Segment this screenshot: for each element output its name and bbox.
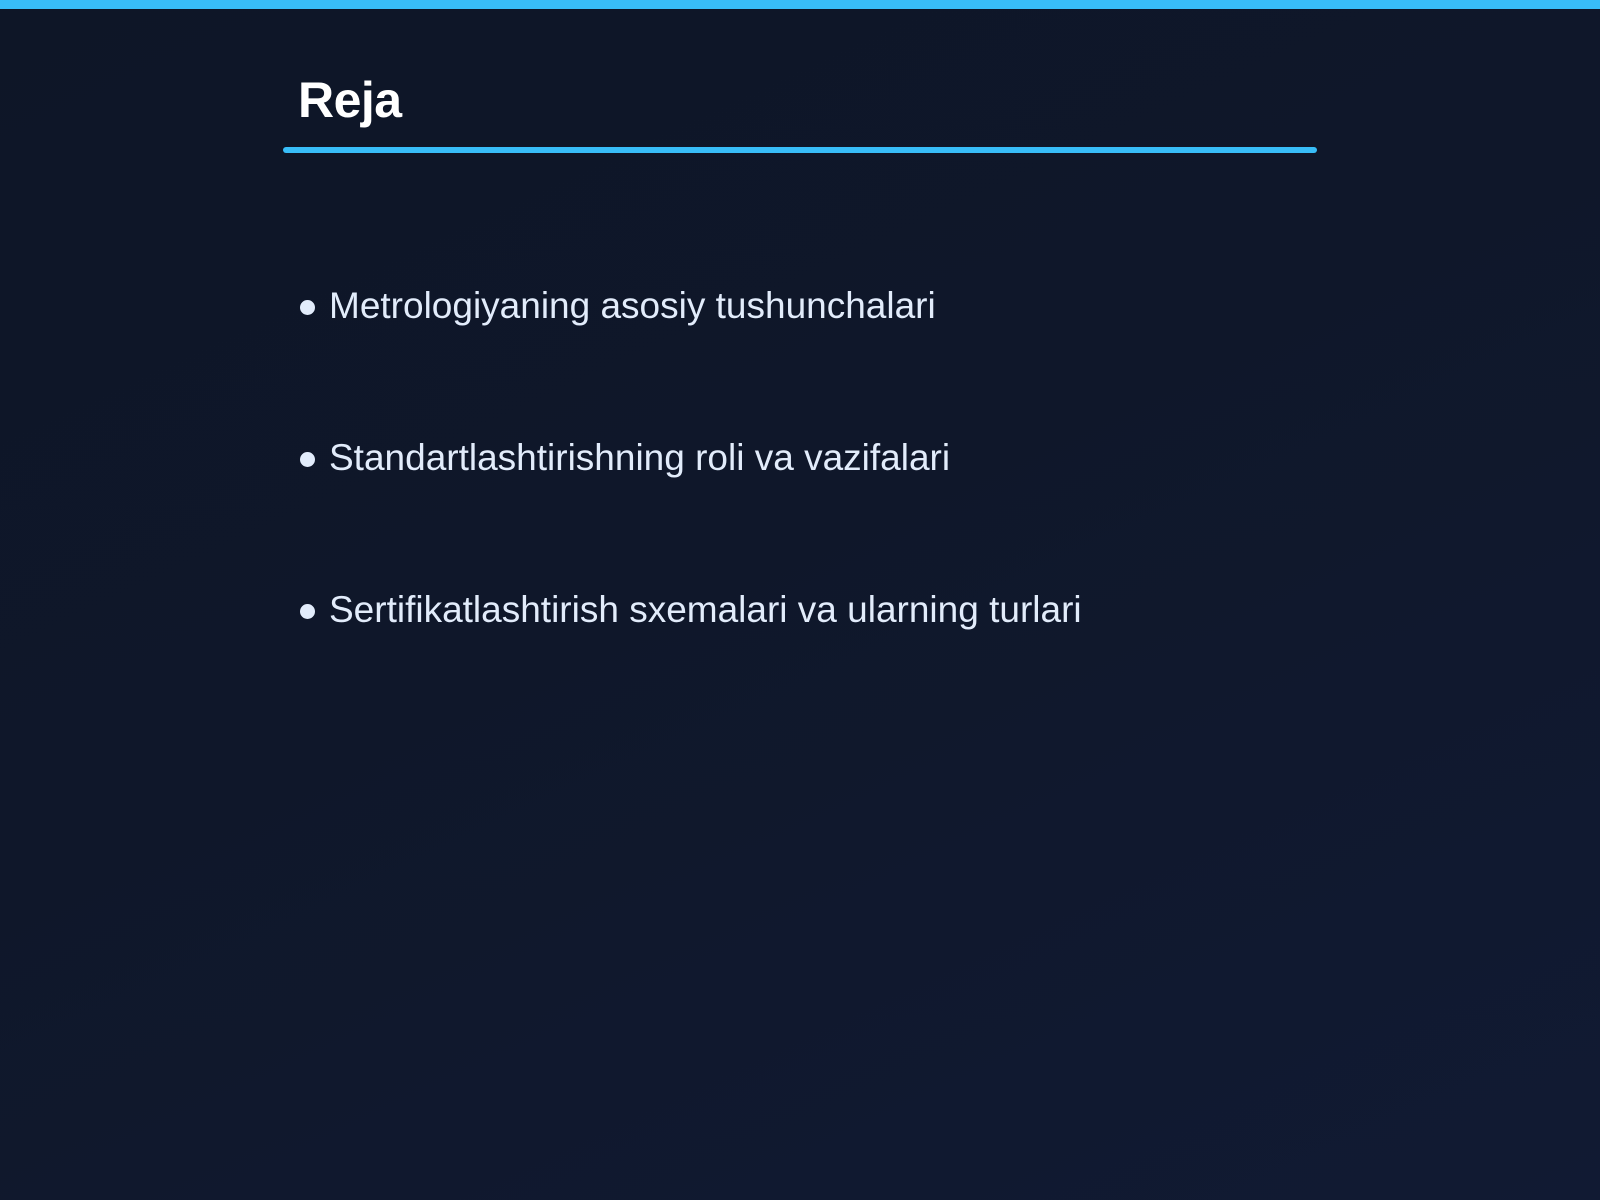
bullet-text: Standartlashtirishning roli va vazifalari	[329, 437, 951, 478]
list-item	[300, 432, 1082, 584]
bullet-dot-icon	[300, 604, 315, 619]
bullet-list	[300, 280, 1082, 736]
list-item	[300, 280, 1082, 432]
bullet-dot-icon	[300, 452, 315, 467]
bullet-dot-icon	[300, 300, 315, 315]
slide-title: Reja	[298, 72, 402, 128]
title-underline	[283, 147, 1317, 153]
bullet-text: Metrologiyaning asosiy tushunchalari	[329, 285, 936, 326]
top-accent-bar	[0, 0, 1600, 9]
bullet-text: Sertifikatlashtirish sxemalari va ularning turlari	[329, 589, 1082, 630]
list-item	[300, 584, 1082, 736]
